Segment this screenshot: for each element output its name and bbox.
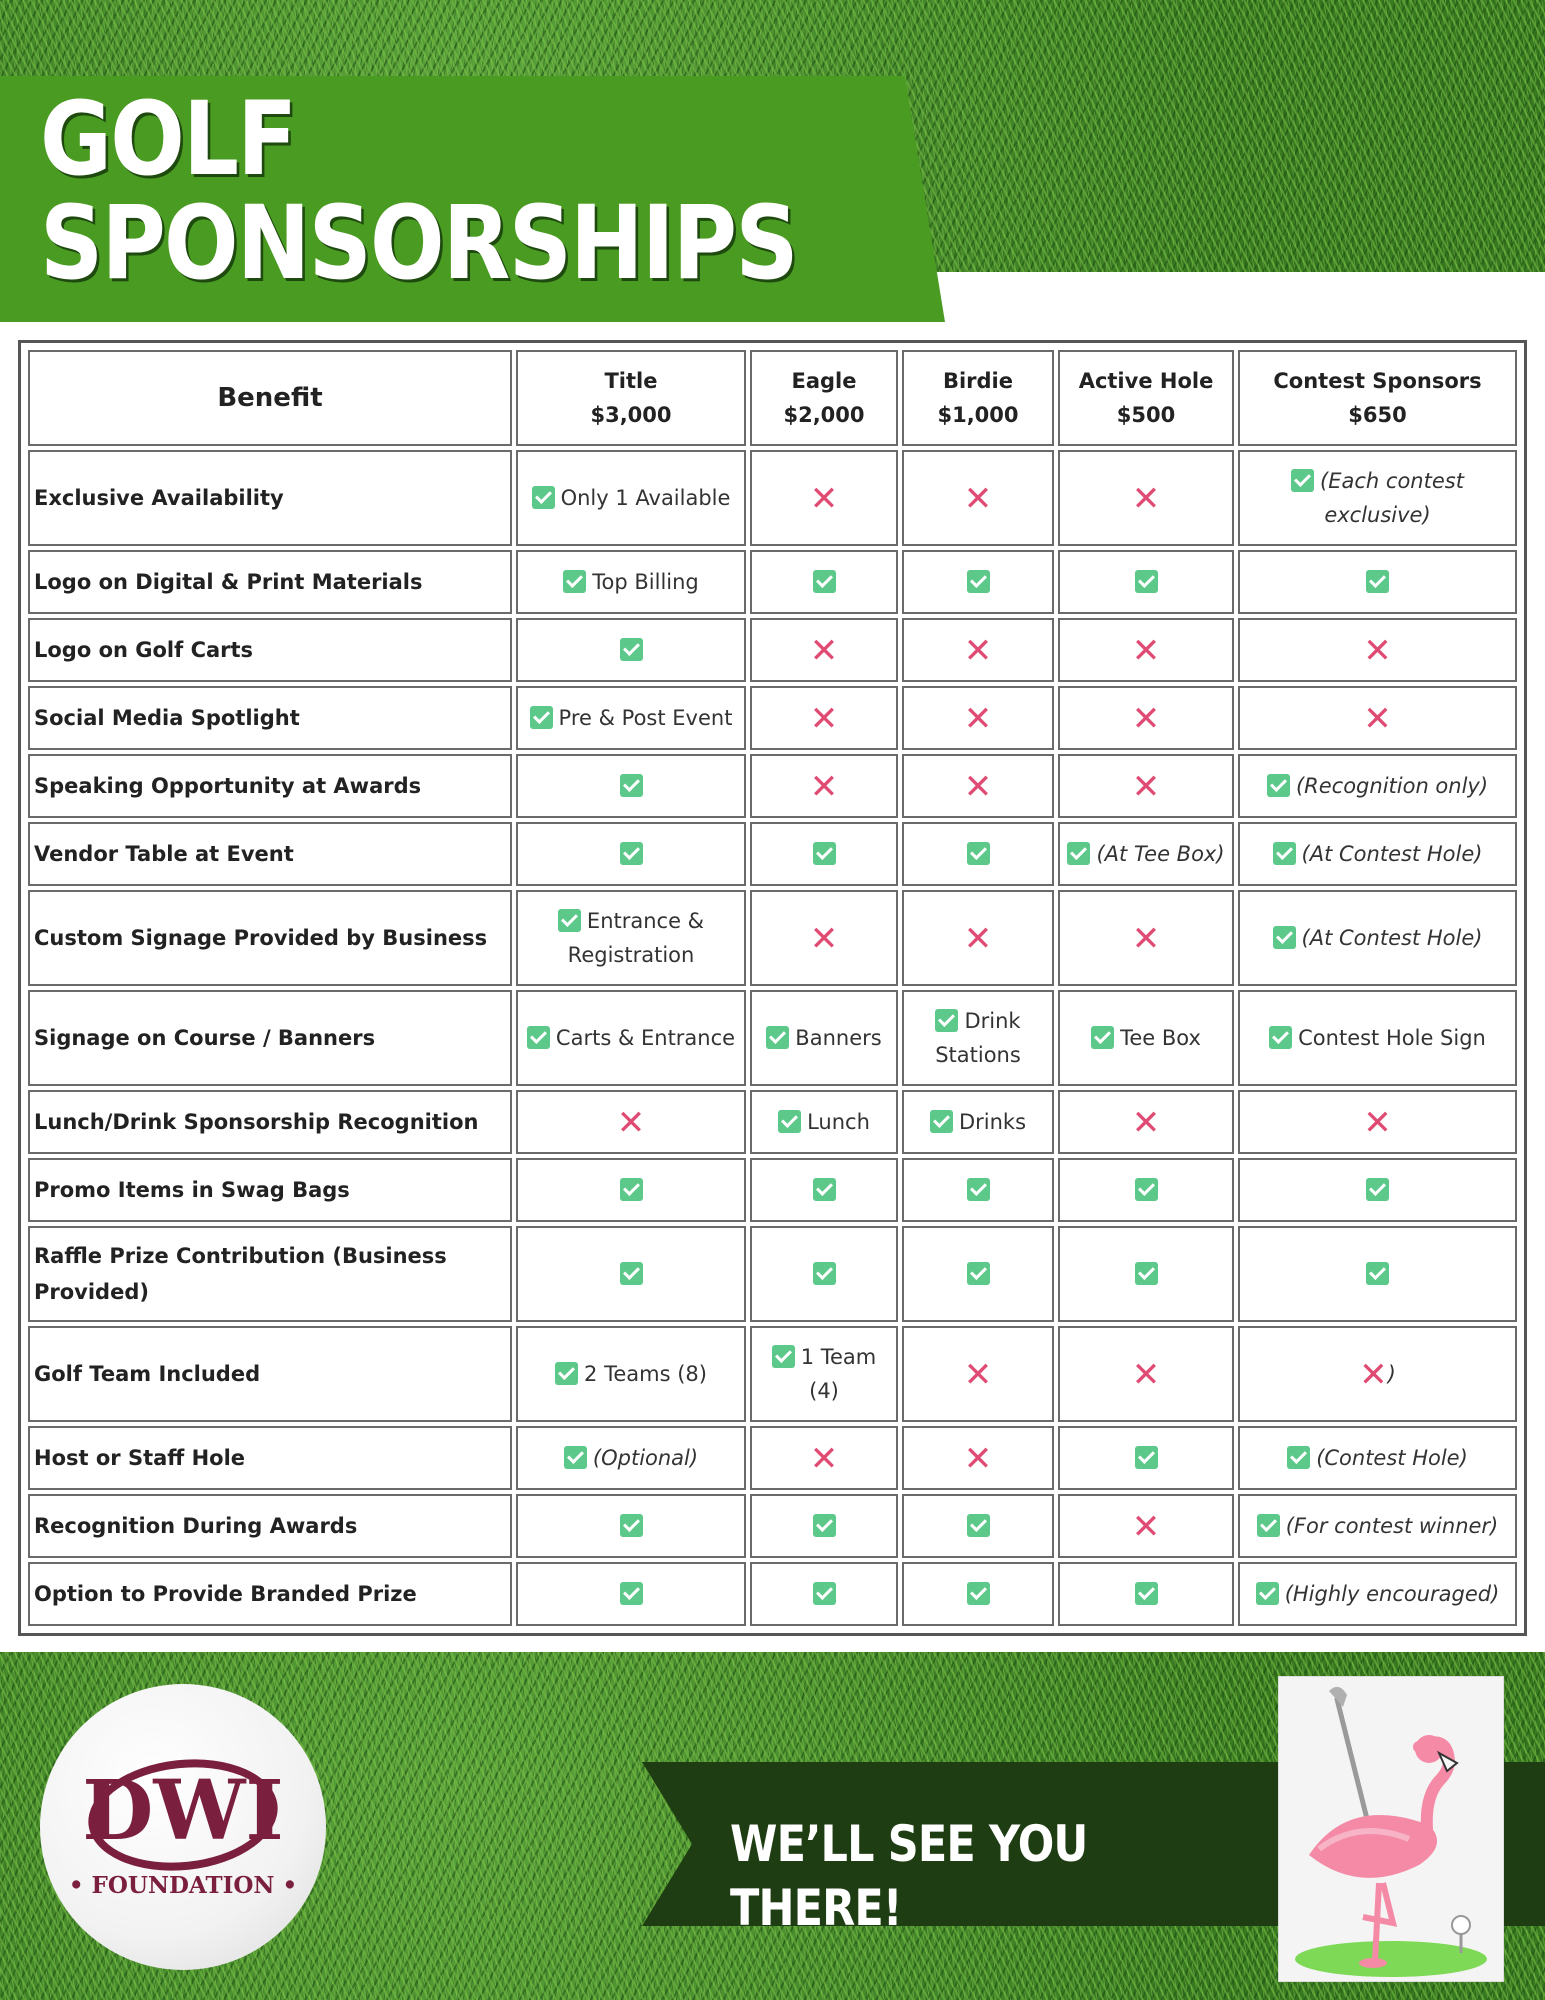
benefit-cell (516, 1562, 746, 1626)
table-row (28, 1494, 1517, 1558)
table-body (28, 450, 1517, 1626)
benefit-cell (516, 822, 746, 886)
benefit-label: Option to Provide Branded Prize (28, 1562, 512, 1626)
header-name: Contest Sponsors (1273, 369, 1482, 393)
benefit-label: Logo on Golf Carts (28, 618, 512, 682)
x-icon: ✕ (1131, 478, 1161, 519)
check-icon (1256, 1582, 1279, 1605)
check-icon (620, 774, 643, 797)
check-icon (813, 570, 836, 593)
logo-subtitle: • FOUNDATION • (68, 1872, 298, 1899)
x-icon: ✕ (616, 1102, 646, 1143)
benefit-cell (1238, 1090, 1517, 1154)
flamingo-card (1278, 1676, 1504, 1982)
benefit-cell (750, 890, 898, 986)
header-name: Eagle (791, 369, 857, 393)
check-icon (1273, 926, 1296, 949)
x-icon: ✕ (809, 918, 839, 959)
benefit-cell (1058, 990, 1234, 1086)
benefit-cell (750, 1494, 898, 1558)
dwi-foundation-logo (40, 1684, 326, 1970)
table-row (28, 618, 1517, 682)
benefit-cell (750, 618, 898, 682)
cell-text: Drinks (958, 1110, 1027, 1134)
sponsorship-table-frame (18, 340, 1527, 1636)
table-row (28, 1426, 1517, 1490)
benefit-cell (902, 1158, 1054, 1222)
benefit-cell (1238, 1494, 1517, 1558)
benefit-cell (902, 450, 1054, 546)
check-icon (564, 1446, 587, 1469)
check-icon (813, 1582, 836, 1605)
benefit-cell (1058, 822, 1234, 886)
check-icon (813, 842, 836, 865)
check-icon (967, 842, 990, 865)
cell-text: Only 1 Available (560, 486, 731, 510)
benefit-cell (1058, 1494, 1234, 1558)
x-icon: ✕ (963, 478, 993, 519)
benefit-cell (750, 1326, 898, 1422)
benefit-cell (750, 754, 898, 818)
cell-text: Pre & Post Event (558, 706, 733, 730)
benefit-label: Logo on Digital & Print Materials (28, 550, 512, 614)
cell-text: (Highly encouraged) (1284, 1582, 1500, 1606)
check-icon (532, 486, 555, 509)
check-icon (620, 842, 643, 865)
cell-text: (Recognition only) (1295, 774, 1489, 798)
check-icon (813, 1262, 836, 1285)
benefit-cell (1058, 1090, 1234, 1154)
check-icon (620, 1262, 643, 1285)
x-icon: ✕ (1131, 918, 1161, 959)
benefit-cell (1058, 1226, 1234, 1322)
benefit-cell (1238, 618, 1517, 682)
check-icon (563, 570, 586, 593)
x-icon: ✕ (1131, 1354, 1161, 1395)
benefit-label: Host or Staff Hole (28, 1426, 512, 1490)
benefit-cell (516, 450, 746, 546)
check-icon (766, 1026, 789, 1049)
benefit-label: Vendor Table at Event (28, 822, 512, 886)
cell-text: (At Tee Box) (1096, 842, 1225, 866)
benefit-cell (750, 822, 898, 886)
cell-text: (For contest winner) (1285, 1514, 1499, 1538)
cell-text: (Optional) (592, 1446, 699, 1470)
table-row (28, 1158, 1517, 1222)
benefit-cell (902, 686, 1054, 750)
check-icon (967, 1262, 990, 1285)
check-icon (1267, 774, 1290, 797)
cell-text: Drink Stations (935, 1009, 1021, 1067)
footer-tagline: WE’LL SEE YOU THERE! (730, 1815, 1088, 1937)
benefit-cell (1058, 754, 1234, 818)
benefit-cell (516, 1226, 746, 1322)
check-icon (967, 1178, 990, 1201)
header-name: Title (604, 369, 658, 393)
x-icon: ✕ (809, 630, 839, 671)
x-icon: ✕ (1359, 1354, 1388, 1395)
benefit-cell (1058, 1562, 1234, 1626)
benefit-cell (750, 1226, 898, 1322)
benefit-cell (902, 1326, 1054, 1422)
page-title-line-2: SPONSORSHIPS (40, 184, 797, 303)
benefit-label: Custom Signage Provided by Business (28, 890, 512, 986)
table-row (28, 754, 1517, 818)
benefit-cell (902, 550, 1054, 614)
cell-text: Banners (795, 1026, 882, 1050)
benefit-cell (750, 686, 898, 750)
benefit-cell (1238, 1158, 1517, 1222)
benefit-cell (902, 618, 1054, 682)
benefit-cell (1238, 1426, 1517, 1490)
table-row (28, 1562, 1517, 1626)
check-icon (620, 1582, 643, 1605)
x-icon: ✕ (963, 1438, 993, 1479)
check-icon (620, 638, 643, 661)
check-icon (1135, 570, 1158, 593)
check-icon (967, 1582, 990, 1605)
check-icon (813, 1178, 836, 1201)
benefit-cell (516, 686, 746, 750)
benefit-cell (750, 990, 898, 1086)
benefit-cell (516, 1426, 746, 1490)
table-row (28, 450, 1517, 546)
benefit-cell (516, 990, 746, 1086)
benefit-cell (516, 618, 746, 682)
check-icon (620, 1514, 643, 1537)
check-icon (778, 1110, 801, 1133)
page-title (40, 80, 797, 303)
x-icon: ✕ (963, 630, 993, 671)
check-icon (1273, 842, 1296, 865)
benefit-cell (750, 1562, 898, 1626)
benefit-cell (516, 1326, 746, 1422)
cell-text: (Each contest exclusive) (1320, 469, 1464, 527)
check-icon (530, 706, 553, 729)
x-icon: ✕ (1131, 766, 1161, 807)
x-icon: ✕ (809, 1438, 839, 1479)
x-icon: ✕ (1131, 1506, 1161, 1547)
benefit-cell (1058, 450, 1234, 546)
benefit-cell (750, 550, 898, 614)
cell-text: Top Billing (592, 570, 699, 594)
benefit-cell (1238, 550, 1517, 614)
benefit-cell (1238, 822, 1517, 886)
x-icon: ✕ (809, 478, 839, 519)
benefit-label: Promo Items in Swag Bags (28, 1158, 512, 1222)
header-name: Benefit (217, 383, 323, 413)
cell-text: (Contest Hole) (1316, 1446, 1468, 1470)
benefit-cell (902, 1494, 1054, 1558)
cell-text: Lunch (807, 1110, 870, 1134)
page-title-line-1: GOLF (40, 80, 296, 199)
benefit-cell (1058, 890, 1234, 986)
header-name: Birdie (942, 369, 1014, 393)
benefit-label: Raffle Prize Contribution (Business Provided) (28, 1226, 512, 1322)
header-tier-2 (750, 350, 898, 446)
benefit-cell (902, 990, 1054, 1086)
table-row (28, 550, 1517, 614)
check-icon (1067, 842, 1090, 865)
benefit-cell (902, 822, 1054, 886)
table-row (28, 1090, 1517, 1154)
x-icon: ✕ (1363, 1102, 1392, 1143)
x-icon: ✕ (963, 766, 993, 807)
header-price: $3,000 (590, 403, 672, 427)
benefit-cell (902, 1562, 1054, 1626)
benefit-cell (750, 450, 898, 546)
check-icon (1135, 1582, 1158, 1605)
cell-text: 2 Teams (8) (584, 1362, 707, 1386)
header-price: $1,000 (937, 403, 1019, 427)
cell-text: ) (1387, 1361, 1396, 1386)
benefit-label: Recognition During Awards (28, 1494, 512, 1558)
check-icon (555, 1362, 578, 1385)
benefit-cell (902, 754, 1054, 818)
check-icon (558, 909, 581, 932)
benefit-cell (902, 1426, 1054, 1490)
check-icon (1366, 1262, 1389, 1285)
table-header-row (28, 350, 1517, 446)
check-icon (1135, 1178, 1158, 1201)
benefit-cell (1238, 1226, 1517, 1322)
sponsorship-table (24, 346, 1521, 1630)
benefit-cell (516, 1494, 746, 1558)
x-icon: ✕ (1131, 630, 1161, 671)
x-icon: ✕ (1131, 698, 1161, 739)
check-icon (1269, 1026, 1292, 1049)
check-icon (1291, 469, 1314, 492)
header-price: $2,000 (783, 403, 865, 427)
benefit-cell (1058, 1158, 1234, 1222)
x-icon: ✕ (963, 918, 993, 959)
benefit-label: Golf Team Included (28, 1326, 512, 1422)
benefit-cell (902, 1226, 1054, 1322)
benefit-label: Social Media Spotlight (28, 686, 512, 750)
benefit-cell (1058, 618, 1234, 682)
table-row (28, 822, 1517, 886)
cell-text: 1 Team (4) (800, 1345, 877, 1403)
check-icon (1366, 570, 1389, 593)
benefit-cell (1238, 890, 1517, 986)
header-name: Active Hole (1078, 369, 1214, 393)
check-icon (1135, 1446, 1158, 1469)
x-icon: ✕ (1363, 630, 1392, 671)
check-icon (620, 1178, 643, 1201)
benefit-cell (1238, 450, 1517, 546)
benefit-label: Lunch/Drink Sponsorship Recognition (28, 1090, 512, 1154)
check-icon (930, 1110, 953, 1133)
header-tier-3 (902, 350, 1054, 446)
benefit-cell (516, 550, 746, 614)
header-price: $500 (1116, 403, 1176, 427)
table-row (28, 1326, 1517, 1422)
check-icon (1366, 1178, 1389, 1201)
benefit-cell (1238, 686, 1517, 750)
check-icon (1135, 1262, 1158, 1285)
check-icon (1091, 1026, 1114, 1049)
benefit-cell (750, 1426, 898, 1490)
benefit-cell (1058, 1426, 1234, 1490)
table-row (28, 1226, 1517, 1322)
benefit-label: Signage on Course / Banners (28, 990, 512, 1086)
benefit-label: Exclusive Availability (28, 450, 512, 546)
table-row (28, 686, 1517, 750)
table-row (28, 890, 1517, 986)
benefit-cell (1238, 1562, 1517, 1626)
cell-text: Entrance & Registration (567, 909, 705, 967)
x-icon: ✕ (963, 1354, 993, 1395)
x-icon: ✕ (1363, 698, 1392, 739)
benefit-cell (1058, 1326, 1234, 1422)
header-tier-4 (1058, 350, 1234, 446)
logo-name: DWI (82, 1763, 284, 1859)
benefit-cell (750, 1090, 898, 1154)
check-icon (1257, 1514, 1280, 1537)
cell-text: (At Contest Hole) (1301, 926, 1483, 950)
check-icon (967, 1514, 990, 1537)
x-icon: ✕ (963, 698, 993, 739)
benefit-cell (516, 890, 746, 986)
benefit-cell (750, 1158, 898, 1222)
benefit-cell (1238, 1326, 1517, 1422)
header-benefit (28, 350, 512, 446)
benefit-cell (1058, 686, 1234, 750)
x-icon: ✕ (1131, 1102, 1161, 1143)
check-icon (527, 1026, 550, 1049)
benefit-cell (902, 890, 1054, 986)
cell-text: Carts & Entrance (555, 1026, 736, 1050)
x-icon: ✕ (809, 766, 839, 807)
check-icon (813, 1514, 836, 1537)
flamingo-golfer-icon (1279, 1677, 1505, 1983)
header-price: $650 (1348, 403, 1407, 427)
check-icon (1287, 1446, 1310, 1469)
benefit-cell (1238, 754, 1517, 818)
cell-text: Contest Hole Sign (1298, 1026, 1486, 1050)
benefit-cell (902, 1090, 1054, 1154)
cell-text: (At Contest Hole) (1301, 842, 1483, 866)
benefit-cell (516, 1158, 746, 1222)
benefit-cell (516, 754, 746, 818)
check-icon (772, 1345, 795, 1368)
cell-text: Tee Box (1120, 1026, 1201, 1050)
benefit-cell (516, 1090, 746, 1154)
x-icon: ✕ (809, 698, 839, 739)
header-tier-1 (516, 350, 746, 446)
benefit-cell (1058, 550, 1234, 614)
check-icon (967, 570, 990, 593)
benefit-cell (1238, 990, 1517, 1086)
table-row (28, 990, 1517, 1086)
benefit-label: Speaking Opportunity at Awards (28, 754, 512, 818)
check-icon (935, 1009, 958, 1032)
header-tier-5 (1238, 350, 1517, 446)
